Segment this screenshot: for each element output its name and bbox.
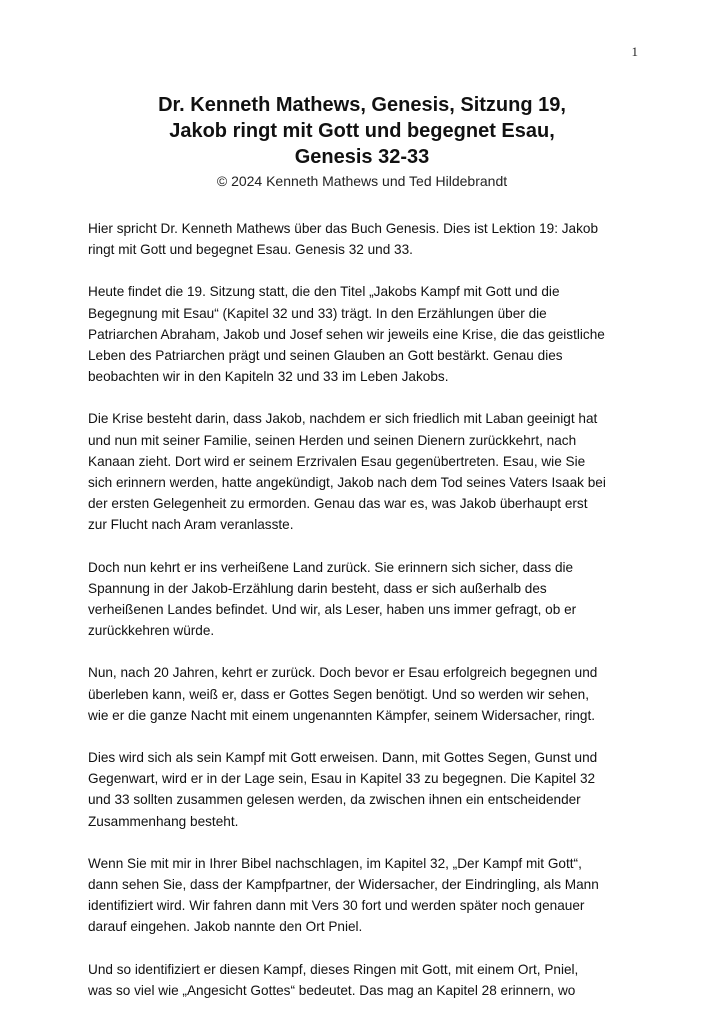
text-line: Dies wird sich als sein Kampf mit Gott erweisen. Dann, mit Gottes Segen, Gunst und xyxy=(88,750,598,766)
text-line: und 33 sollten zusammen gelesen werden, da zwischen ihnen ein entscheidender xyxy=(88,792,581,808)
document-header xyxy=(0,92,724,191)
paragraph xyxy=(88,557,648,642)
text-line: was so viel wie „Angesicht Gottes“ bedeutet. Das mag an Kapitel 28 erinnern, wo xyxy=(88,982,576,998)
text-line: Zusammenhang besteht. xyxy=(88,813,239,829)
text-line: Begegnung mit Esau“ (Kapitel 32 und 33) trägt. In den Erzählungen über die xyxy=(88,305,547,321)
paragraph xyxy=(88,662,648,726)
text-line: wie er die ganze Nacht mit einem ungenannten Kämpfer, seinem Widersacher, ringt. xyxy=(88,707,596,723)
text-line: und nun mit seiner Familie, seinen Herden und seinen Dienern zurückkehrt, nach xyxy=(88,432,577,448)
page-number: 1 xyxy=(631,44,638,59)
text-line: Gegenwart, wird er in der Lage sein, Esau in Kapitel 33 zu begegnen. Die Kapitel 32 xyxy=(88,771,596,787)
text-line: darauf eingehen. Jakob nannte den Ort Pniel. xyxy=(88,919,363,935)
paragraph xyxy=(88,747,648,832)
document-body xyxy=(88,218,648,1022)
text-line: ringt mit Gott und begegnet Esau. Genesis 32 und 33. xyxy=(88,242,413,258)
text-line: Die Krise besteht darin, dass Jakob, nachdem er sich friedlich mit Laban geeinigt hat xyxy=(88,411,598,427)
paragraph xyxy=(88,281,648,387)
text-line: Heute findet die 19. Sitzung statt, die den Titel „Jakobs Kampf mit Gott und die xyxy=(88,284,560,300)
text-line: Leben des Patriarchen prägt und seinen Glauben an Gott bestärkt. Genau dies xyxy=(88,348,563,364)
text-line: identifiziert wird. Wir fahren dann mit Vers 30 fort und werden später noch genauer xyxy=(88,898,585,914)
text-line: der ersten Gelegenheit zu ermorden. Genau das war es, was Jakob überhaupt erst xyxy=(88,496,588,512)
text-line: zur Flucht nach Aram veranlasste. xyxy=(88,517,294,533)
paragraph xyxy=(88,408,648,535)
text-line: Spannung in der Jakob-Erzählung darin besteht, dass er sich außerhalb des xyxy=(88,580,547,596)
text-line: Kanaan zieht. Dort wird er seinem Erzrivalen Esau gegenübertreten. Esau, wie Sie xyxy=(88,453,586,469)
text-line: Nun, nach 20 Jahren, kehrt er zurück. Doch bevor er Esau erfolgreich begegnen und xyxy=(88,665,598,681)
title-line-3: Genesis 32-33 xyxy=(294,146,430,168)
text-line: Doch nun kehrt er ins verheißene Land zurück. Sie erinnern sich sicher, dass die xyxy=(88,559,574,575)
copyright-notice: © 2024 Kenneth Mathews und Ted Hildebrandt xyxy=(216,173,508,189)
text-line: beobachten wir in den Kapiteln 32 und 33 im Leben Jakobs. xyxy=(88,369,449,385)
text-line: überleben kann, weiß er, dass er Gottes Segen benötigt. Und so werden wir sehen, xyxy=(88,686,589,702)
title-line-2: Jakob ringt mit Gott und begegnet Esau, xyxy=(169,120,555,142)
text-line: verheißenen Landes befindet. Und wir, als Leser, haben uns immer gefragt, ob er xyxy=(88,602,577,618)
text-line: Hier spricht Dr. Kenneth Mathews über das Buch Genesis. Dies ist Lektion 19: Jakob xyxy=(88,221,599,236)
paragraph xyxy=(88,959,648,1001)
text-line: Wenn Sie mit mir in Ihrer Bibel nachschlagen, im Kapitel 32, „Der Kampf mit Gott“, xyxy=(88,855,582,871)
text-line: sich erinnern werden, hatte angekündigt, Jakob nach dem Tod seines Vaters Isaak bei xyxy=(88,475,606,491)
paragraph xyxy=(88,853,648,938)
text-line: dann sehen Sie, dass der Kampfpartner, der Widersacher, der Eindringling, als Mann xyxy=(88,877,599,893)
text-line: Und so identifiziert er diesen Kampf, dieses Ringen mit Gott, mit einem Ort, Pniel, xyxy=(88,961,579,977)
text-line: Patriarchen Abraham, Jakob und Josef sehen wir jeweils eine Krise, die das geistliche xyxy=(88,326,605,342)
title-line-1: Dr. Kenneth Mathews, Genesis, Sitzung 19, xyxy=(158,94,566,116)
paragraph xyxy=(88,218,648,260)
text-line: zurückkehren würde. xyxy=(88,623,215,639)
